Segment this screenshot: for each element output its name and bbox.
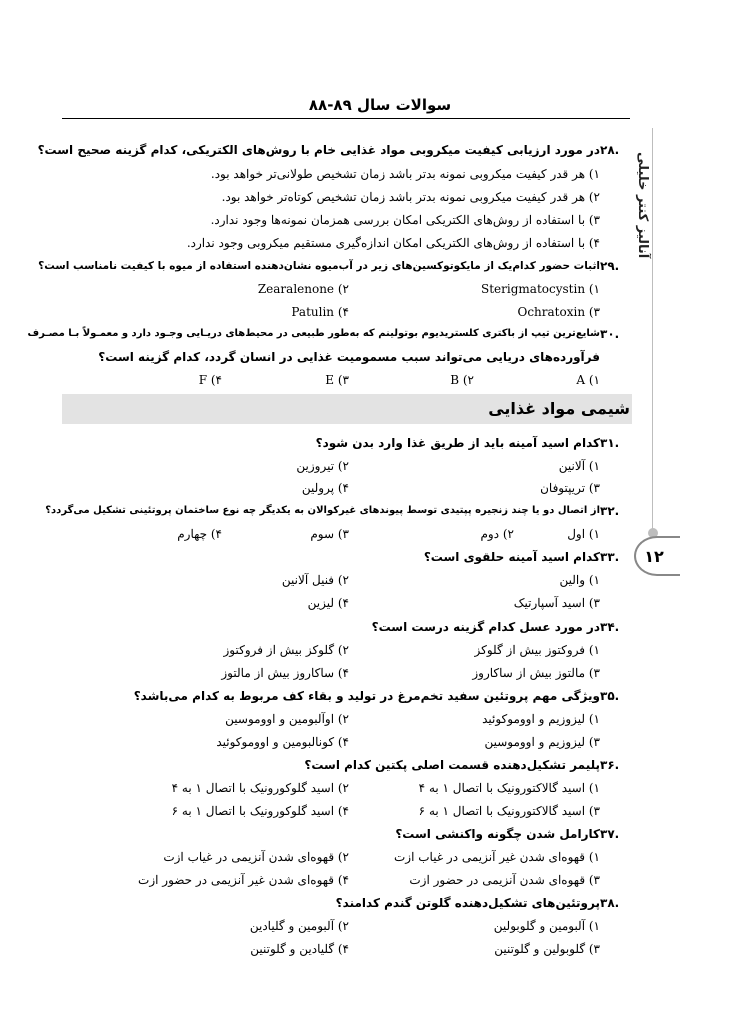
option-4: ۴) کونالبومین و اووموکوئید (216, 735, 349, 749)
option-2: ۲) اوآلبومین و اووموسین (225, 712, 349, 726)
option-1: ۱) Sterigmatocystin (481, 282, 600, 296)
question-number: ۲۸. (600, 143, 620, 157)
question-text: کدام اسید آمینه حلقوی است؟ (423, 550, 600, 564)
option-4: ۴) گلیادین و گلوتنین (250, 942, 349, 956)
question-text: پلیمر تشکیل‌دهنده قسمت اصلی پکتین کدام است؟ (304, 758, 600, 772)
option-3: ۳) گلوبولین و گلوتنین (494, 942, 600, 956)
option-2: ۲) فنیل آلانین (281, 573, 349, 587)
question-text-continued: فرآورده‌های دریایی می‌تواند سبب مسمومیت غذایی در انسان گردد، کدام گزینه است؟ (98, 350, 600, 364)
option-1: ۱) هر قدر کیفیت میکروبی نمونه بدتر باشد زمان تشخیص طولانی‌تر خواهد بود. (210, 167, 600, 181)
option-4: ۴) قهوه‌ای شدن غیر آنزیمی در حضور ازت (138, 873, 349, 887)
option-3: ۳) اسید گالاکتورونیک با اتصال ۱ به ۶ (418, 804, 600, 818)
side-author-label: آنالیز کنتر خلیلی (635, 151, 650, 259)
option-3: ۳) قهوه‌ای شدن آنزیمی در حضور ازت (409, 873, 600, 887)
question-number: ۳۲. (600, 504, 620, 518)
question-text: اثبات حضور کدام‌یک از مایکوتوکسین‌های زیر در آب‌میوه نشان‌دهنده استفاده از میوه با کیفیت نامناسب است؟ (38, 260, 600, 272)
question-text: کارامل شدن چگونه واکنشی است؟ (395, 827, 600, 841)
question-text: شایع‌ترین تیپ از باکتری کلستریدیوم بوتولینم که به‌طور طبیعی در محیط‌های دریـایی وجـود دارد و معمـولاً بـا مصـرف (27, 328, 600, 339)
option-1: ۱) اسید گالاکتورونیک با اتصال ۱ به ۴ (418, 781, 600, 795)
option-4: ۴) با استفاده از روش‌های الکتریکی امکان اندازه‌گیری مستقیم میکروبی وجود ندارد. (186, 236, 600, 250)
question-number: ۳۴. (600, 620, 620, 634)
section-title: شیمی مواد غذایی (488, 399, 630, 418)
option-4: ۴) لیزین (307, 596, 349, 610)
option-2: ۲) گلوکز بیش از فروکتوز (223, 643, 349, 657)
option-2: ۲) آلبومین و گلیادین (249, 919, 349, 933)
option-2: ۲) B (450, 373, 474, 387)
option-3: ۳) تریپتوفان (540, 481, 600, 495)
option-2: ۲) Zearalenone (257, 282, 349, 296)
option-3: ۳) با استفاده از روش‌های الکتریکی امکان بررسی همزمان نمونه‌ها وجود ندارد. (210, 213, 600, 227)
question-text: در مورد ارزیابی کیفیت میکروبی مواد غذایی خام با روش‌های الکتریکی، کدام گزینه صحیح است؟ (37, 143, 600, 157)
option-1: ۱) آلانین (558, 459, 600, 473)
option-2: ۲) اسید گلوکورونیک با اتصال ۱ به ۴ (171, 781, 349, 795)
option-3: ۳) Ochratoxin (517, 305, 600, 319)
question-text: کدام اسید آمینه باید از طریق غذا وارد بدن شود؟ (315, 436, 600, 450)
option-3: ۳) اسید آسپارتیک (513, 596, 600, 610)
page-header-title: سوالات سال ۸۹-۸۸ (308, 96, 452, 114)
option-3: ۳) سوم (310, 527, 349, 541)
question-number: ۳۳. (600, 550, 620, 564)
option-1: ۱) والین (559, 573, 600, 587)
option-4: ۴) F (198, 373, 222, 387)
option-1: ۱) لیزوزیم و اووموکوئید (482, 712, 600, 726)
question-number: ۳۵. (600, 689, 620, 703)
question-number: ۳۰. (600, 327, 620, 341)
option-1: ۱) اول (567, 527, 600, 541)
page-number: ۱۲ (644, 547, 664, 566)
option-3: ۳) E (325, 373, 349, 387)
question-text: پروتئین‌های تشکیل‌دهنده گلوتن گندم کدامند؟ (335, 896, 600, 910)
option-2: ۲) هر قدر کیفیت میکروبی نمونه بدتر باشد زمان تشخیص کوتاه‌تر خواهد بود. (221, 190, 600, 204)
question-text: در مورد عسل کدام گزینه درست است؟ (371, 620, 600, 634)
option-4: ۴) Patulin (291, 305, 349, 319)
option-1: ۱) فروکتوز بیش از گلوکز (474, 643, 600, 657)
question-number: ۳۱. (600, 436, 620, 450)
option-4: ۴) پرولین (301, 481, 349, 495)
option-2: ۲) تیروزین (296, 459, 349, 473)
question-number: ۳۸. (600, 896, 620, 910)
question-text: از اتصال دو یا چند زنجیره پپتیدی توسط پیوندهای غیرکوالان به یکدیگر چه نوع ساختمان پروتئینی تشکیل می‌گردد؟ (45, 505, 600, 516)
side-decor-line (652, 128, 653, 535)
option-1: ۱) قهوه‌ای شدن غیر آنزیمی در غیاب ازت (394, 850, 600, 864)
option-3: ۳) لیزوزیم و اووموسین (484, 735, 600, 749)
option-4: ۴) چهارم (177, 527, 222, 541)
option-3: ۳) مالتوز بیش از ساکاروز (472, 666, 600, 680)
question-number: ۳۶. (600, 758, 620, 772)
option-1: ۱) آلبومین و گلوبولین (493, 919, 600, 933)
question-number: ۳۷. (600, 827, 620, 841)
question-text: ویژگی مهم پروتئین سفید تخم‌مرغ در تولید و بقاء کف مربوط به کدام می‌باشد؟ (133, 689, 600, 703)
option-4: ۴) اسید گلوکورونیک با اتصال ۱ به ۶ (171, 804, 349, 818)
option-2: ۲) دوم (480, 527, 514, 541)
option-1: ۱) A (576, 373, 600, 387)
question-number: ۲۹. (600, 259, 620, 273)
option-4: ۴) ساکاروز بیش از مالتوز (221, 666, 349, 680)
header-divider (62, 118, 630, 119)
option-2: ۲) قهوه‌ای شدن آنزیمی در غیاب ازت (163, 850, 349, 864)
